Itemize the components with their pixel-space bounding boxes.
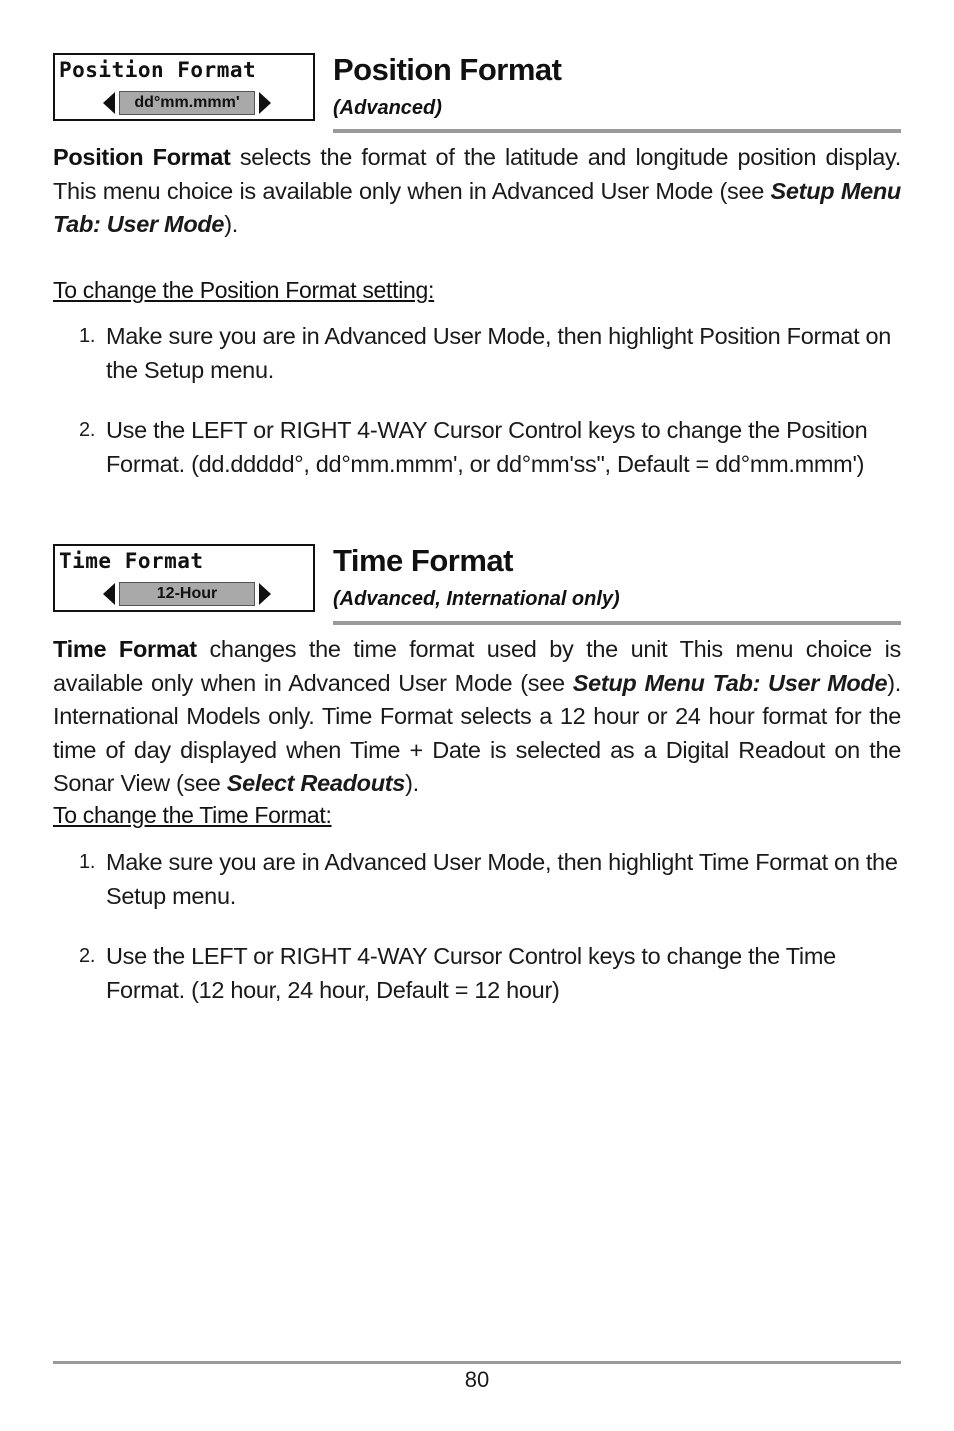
step-number: 1. [79,851,96,873]
step-number: 1. [79,325,96,347]
cross-reference: Select Readouts [226,770,406,796]
menu-widget-label: Time Format [59,549,204,573]
page-number: 80 [464,1367,490,1392]
right-arrow-icon [259,583,271,605]
cross-reference: Setup Menu Tab: User Mode [572,669,888,696]
step-text: Use the LEFT or RIGHT 4-WAY Cursor Control keys to change the Position Format. (dd.ddddd°, dd°mm.mmm', or dd°mm'ss", Default = dd°mm.mmm') [106,417,868,477]
procedure-heading: To change the Time Format: [53,802,332,828]
menu-value-selector [103,582,271,606]
section-title: Time Format [333,543,513,578]
menu-value-selector [103,91,271,115]
description-text: ). International Models only. Time Format selects a 12 hour or 24 hour format for the time of day displayed when Time + Date is selected as a Digital Readout on the Sonar View (see [53,669,901,796]
description-text: changes the time format used by the unit This menu choice is available only when in Advanced User Mode (see [53,636,901,696]
time-format-menu-widget [53,544,315,612]
description-text: selects the format of the latitude and longitude position display. This menu choice is available only when in Advanced User Mode (see [53,144,901,204]
menu-value: 12-Hour [119,582,255,606]
menu-widget-label: Position Format [59,58,257,82]
step-text: Use the LEFT or RIGHT 4-WAY Cursor Control keys to change the Time Format. (12 hour, 24 hour, Default = 12 hour) [106,943,836,1003]
cross-reference: Setup Menu Tab: User Mode [53,177,901,237]
section-heading [333,544,901,611]
heading-rule [333,621,901,625]
section-title: Position Format [333,52,562,87]
step-number: 2. [79,419,96,441]
section-heading [333,53,901,120]
section-subtitle: (Advanced) [333,97,442,119]
description-lead: Position Format [53,144,231,170]
left-arrow-icon [103,583,115,605]
section-subtitle: (Advanced, International only) [333,588,620,610]
step-text: Make sure you are in Advanced User Mode, then highlight Position Format on the Setup menu. [106,323,892,383]
step-text: Make sure you are in Advanced User Mode, then highlight Time Format on the Setup menu. [106,849,898,909]
description-text: ). [405,770,419,796]
procedure-heading: To change the Position Format setting: [53,277,435,303]
menu-value: dd°mm.mmm' [119,91,255,115]
description-text: ). [224,211,238,237]
heading-rule [333,129,901,133]
step-number: 2. [79,945,96,967]
footer-rule [53,1361,901,1364]
right-arrow-icon [259,92,271,114]
position-format-menu-widget [53,53,315,121]
section-description [53,141,901,242]
description-lead: Time Format [53,636,197,662]
section-description [53,633,901,801]
left-arrow-icon [103,92,115,114]
